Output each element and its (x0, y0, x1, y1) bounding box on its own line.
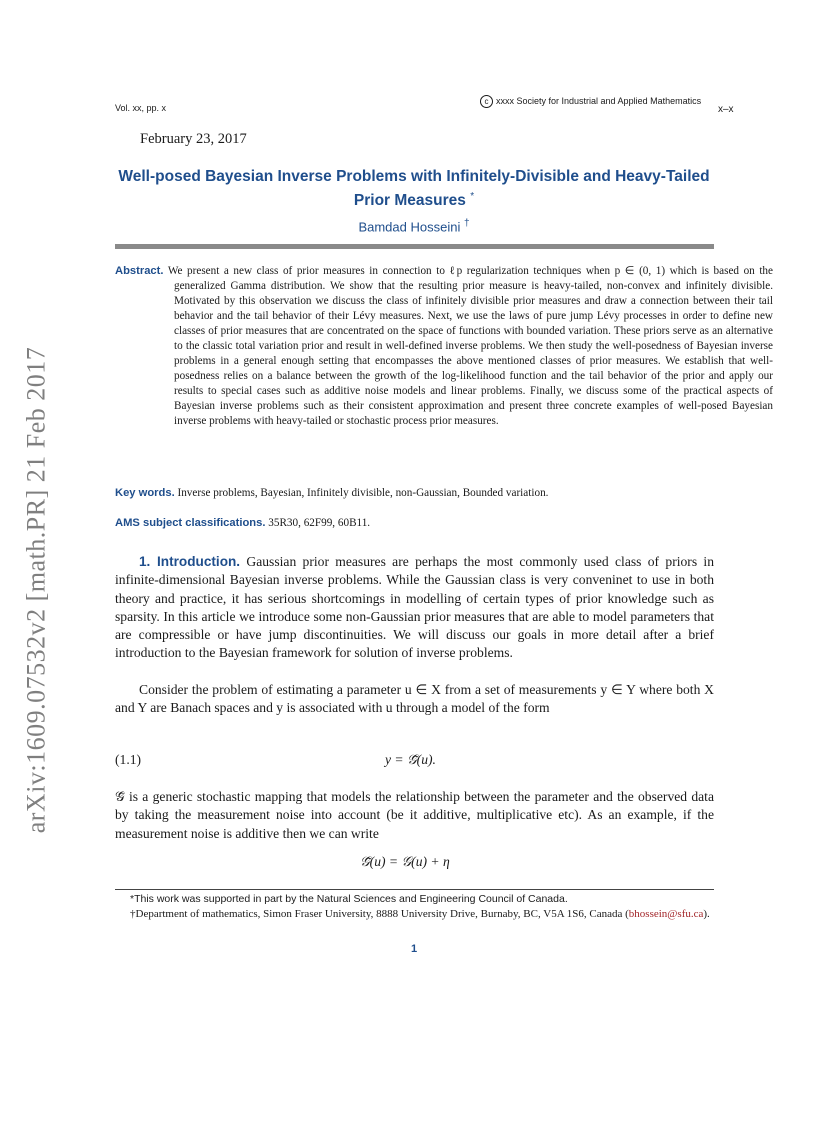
paper-title (110, 167, 718, 211)
author-footnote-mark: † (463, 218, 470, 229)
keywords-label: Key words. (115, 487, 175, 499)
date: February 23, 2017 (140, 131, 247, 147)
ams-classifications (115, 517, 714, 529)
intro-p1-text: Gaussian prior measures are perhaps the most commonly used class of priors in infinite-dimensional Bayesian inverse problems. While the Gaussian class is very conveninet to use in both theory and practice, it has serious shortcomings in modelling of certain types of prior knowledge such as sparsity. In this article we introduce some non-Gaussian prior measures that are able to model parameters that are compressible or have jump discontinuities. We will discuss our goals in more detail after a brief introduction to the Bayesian framework for solution of inverse problems. (115, 554, 714, 661)
page-range: x–x (718, 104, 734, 115)
author (110, 218, 718, 234)
ams-text: 35R30, 62F99, 60B11. (268, 517, 371, 529)
abstract-text: We present a new class of prior measures in connection to ℓp regularization techniques when p ∈ (0, 1) which is based on the generalized Gamma distribution. We show that the resulting prior measure is heavy-tailed, non-convex and infinitely divisible. Motivated by this observation we discuss the class of infinitely divisible prior measures and draw a connection between their tail behavior and the tail behavior of their Lévy measures. Next, we use the laws of pure jump Lévy processes in order to define new classes of prior measures that are concentrated on the space of functions with bounded variation. These priors serve as an alternative to the classic total variation prior and result in well-defined inverse problems. We then study the well-posedness of Bayesian inverse problems in a general enough setting that encompasses the above mentioned classes of prior measures. We establish that well-posedness relies on a balance between the growth of the log-likelihood function and the tail behavior of the prior and apply our results to special cases such as additive noise models and linear problems. Finally, we discuss some of the practical aspects of Bayesian inverse problems such as their consistent approximation and present three concrete examples of well-posed Bayesian inverse problems with heavy-tailed or stochastic process prior measures. (167, 265, 773, 427)
abstract-label: Abstract. (115, 265, 164, 277)
intro-paragraph-2: Consider the problem of estimating a parameter u ∈ X from a set of measurements y ∈ Y where both X and Y are Banach spaces and y is associated with u through a model of the form (115, 682, 714, 716)
footnote-1: *This work was supported in part by the Natural Sciences and Engineering Council of Canada. (130, 893, 568, 905)
footnote-rule (115, 889, 714, 890)
author-email-link[interactable]: bhossein@sfu.ca (628, 908, 704, 920)
copyright-line (480, 95, 701, 108)
keywords (115, 487, 714, 499)
paper-title-text: Well-posed Bayesian Inverse Problems with Infinitely-Divisible and Heavy-Tailed Prior Measures (118, 168, 710, 210)
title-footnote-mark: * (470, 191, 475, 202)
footnote-2-end: ). (703, 908, 710, 920)
equation-number: (1.1) (115, 752, 142, 767)
ams-label: AMS subject classifications. (115, 517, 266, 529)
page-number: 1 (410, 943, 418, 955)
section-heading: 1. Introduction. (139, 554, 241, 569)
footnote-2 (115, 907, 714, 922)
copyright-text: xxxx Society for Industrial and Applied Mathematics (496, 96, 702, 106)
intro-paragraph-3: 𝒢̃ is a generic stochastic mapping that models the relationship between the parameter and the observed data by taking the measurement noise into account (be it additive, multiplicative etc). As an example, if the measurement noise is additive then we can write (115, 789, 714, 841)
arxiv-id[interactable]: arXiv:1609.07532v2 [math.PR] 21 Feb 2017 (21, 346, 50, 834)
title-rule (115, 244, 714, 249)
equation-1-1: y = 𝒢̃(u). (385, 752, 436, 767)
keywords-text: Inverse problems, Bayesian, Infinitely divisible, non-Gaussian, Bounded variation. (177, 487, 549, 499)
intro-paragraph-1 (115, 553, 714, 663)
abstract (115, 264, 773, 429)
volume-info: Vol. xx, pp. x (115, 103, 167, 113)
author-name: Bamdad Hosseini (358, 219, 461, 235)
equation-additive-noise: 𝒢̃(u) = 𝒢(u) + η (360, 854, 450, 869)
footnote-2-text: †Department of mathematics, Simon Fraser University, 8888 University Drive, Burnaby, BC, V5A 1S6, Canada ( (130, 908, 629, 920)
arxiv-sidebar (12, 340, 60, 840)
copyright-icon: c (480, 95, 493, 108)
